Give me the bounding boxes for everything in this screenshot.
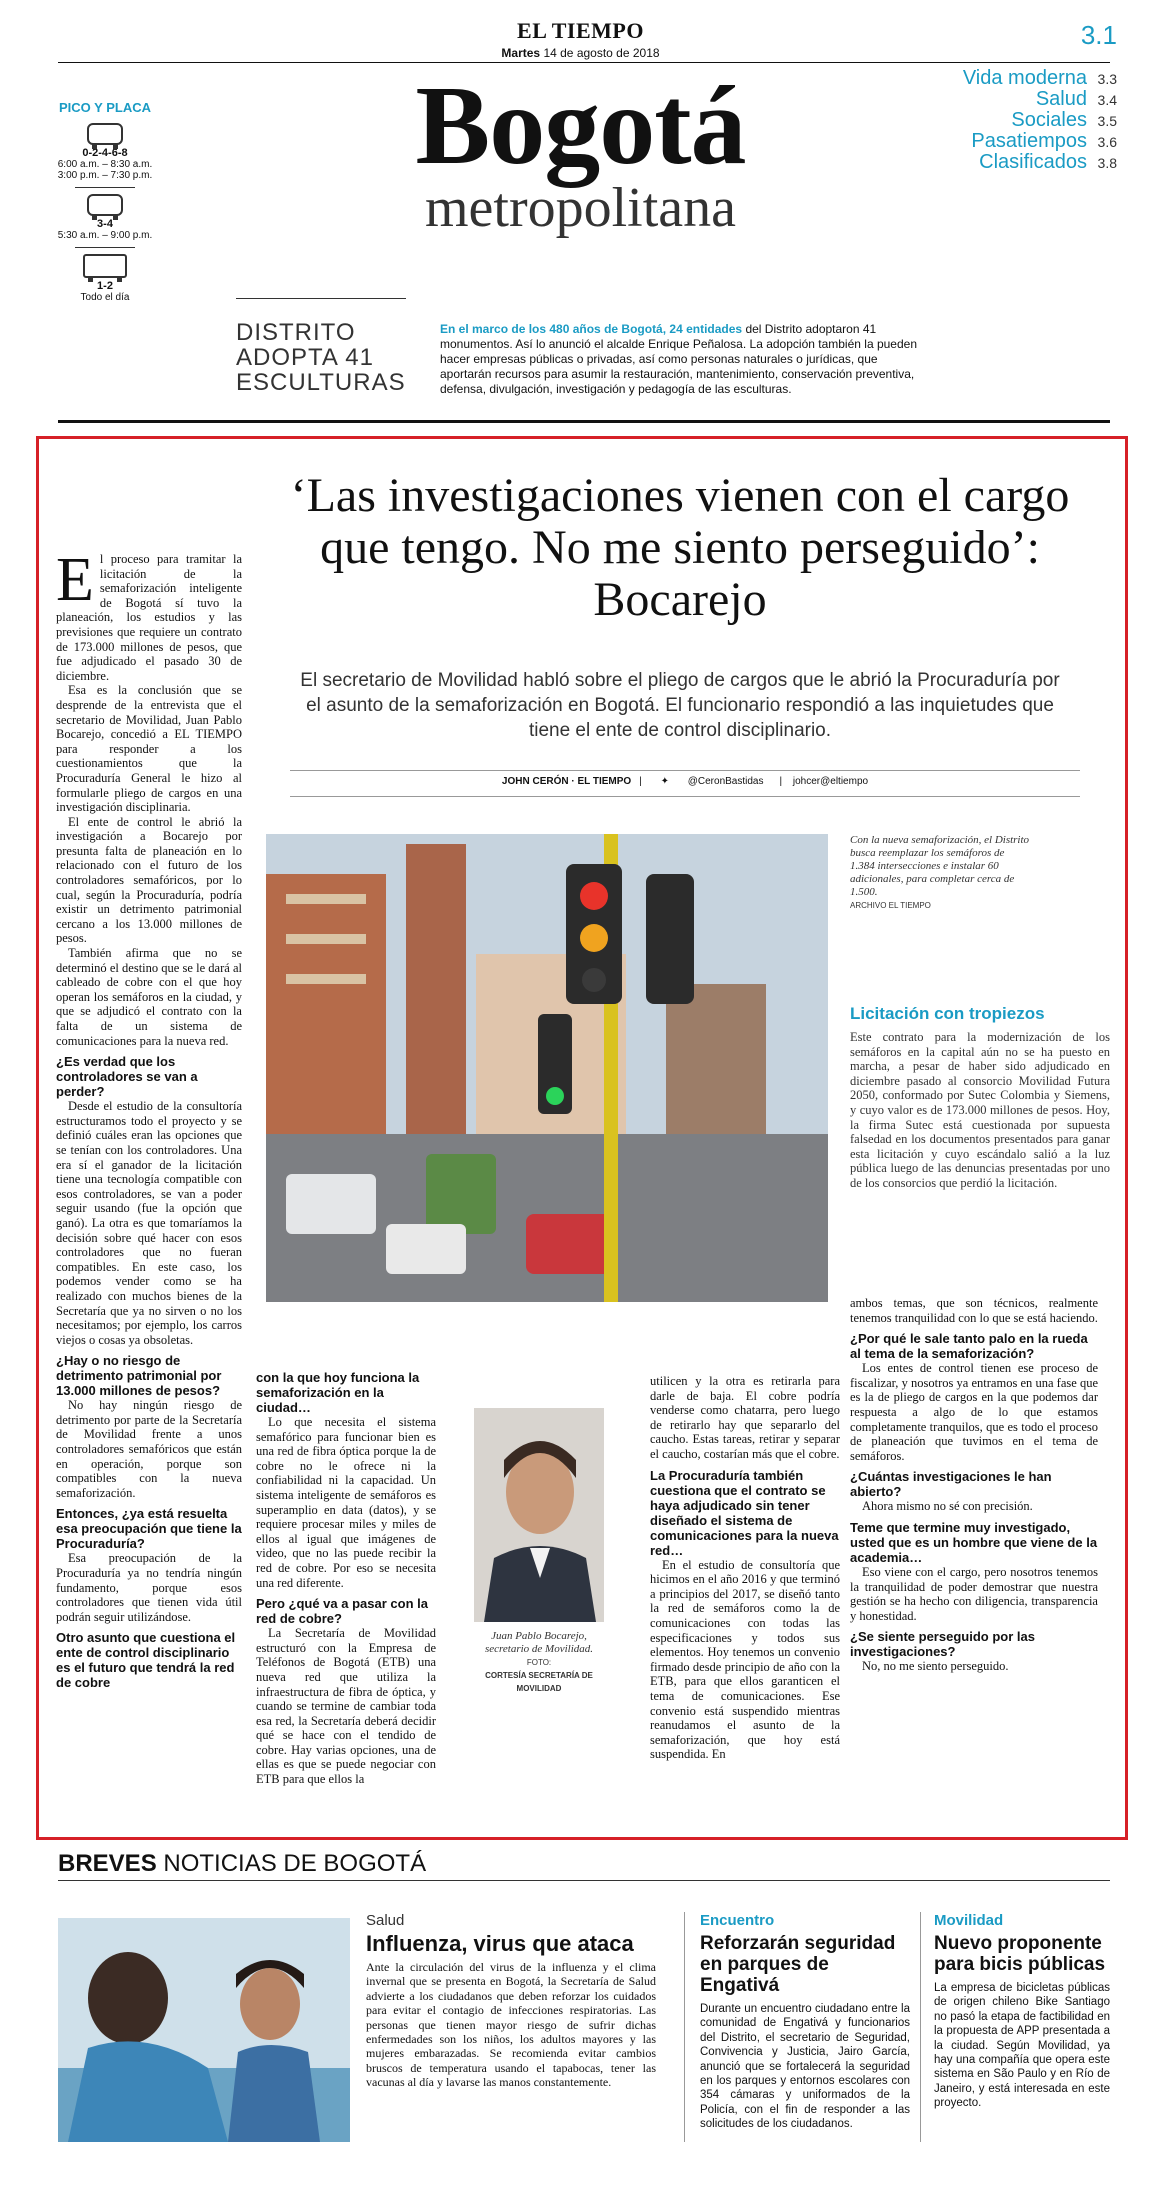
photo-credit: ARCHIVO EL TIEMPO — [850, 901, 931, 910]
twitter-icon: ✦ — [660, 776, 669, 787]
divider — [58, 1880, 1110, 1881]
byline: JOHN CERÓN · EL TIEMPO | ✦ @CeronBastidas | johcer@eltiempo — [501, 776, 869, 787]
question: ¿Es verdad que los controladores se van a perder? — [56, 1054, 198, 1100]
pyp-hours: 5:30 a.m. – 9:00 p.m. — [57, 230, 153, 241]
section-subtitle: metropolitana — [424, 177, 736, 239]
byline-author: JOHN CERÓN · EL TIEMPO — [501, 776, 632, 787]
question: ¿Se siente perseguido por las investigaciones? — [850, 1629, 1035, 1660]
byline-email[interactable]: johcer@eltiempo — [792, 776, 869, 787]
divider — [290, 770, 1080, 771]
index-item[interactable]: Vida moderna 3.3 — [962, 67, 1117, 89]
divider — [920, 1912, 921, 2142]
brief-tag: Movilidad — [934, 1912, 1004, 1929]
brief-salud — [366, 1912, 656, 2090]
page-number: 3.1 — [1080, 20, 1117, 50]
brief-movilidad — [934, 1912, 1110, 2111]
pyp-digits: 1-2 — [97, 280, 113, 292]
section-title: Bogotá — [415, 64, 746, 188]
photo-caption: Con la nueva semaforización, el Distrito busca reemplazar los semáforos de 1.384 intersecciones e instalar 60 adicionales, para completar cerca de 1.500. ARCHIVO EL TIEMPO — [850, 834, 1030, 910]
brief-tag: Salud — [366, 1912, 405, 1929]
influenza-photo — [58, 1918, 350, 2142]
portrait-credit: CORTESÍA SECRETARÍA DE MOVILIDAD — [485, 1671, 593, 1693]
date-day: Martes — [501, 46, 541, 60]
question: Otro asunto que cuestiona el ente de control disciplinario es el futuro que tendrá la red de cobre — [56, 1630, 236, 1691]
brief-text: La empresa de bicicletas públicas de origen chileno Bike Santiago no pasó la etapa de factibilidad en la propuesta de APP presentada a la ciudad. Según Movilidad, ya hay una compañía que opera este sistema en São Paulo y en Río de Janeiro, y está interesada en este proyecto. — [934, 1982, 1110, 2110]
traffic-light-photo — [266, 834, 828, 1302]
divider — [684, 1912, 685, 2142]
brief-text: Ante la circulación del virus de la influenza y el clima invernal que se presenta en Bogotá, la Secretaría de Salud advierte a los ciudadanos que deben reforzar los cuidados para evitar el contagio de infecciones respiratorias. Las personas que tienen mayor riesgo de sufrir dichas enfermedades son los niños, los adultos mayores y las mujeres embarazadas. Se recomienda evitar cambios bruscos de temperatura usando el tapabocas, tener las vacunas al día y lavarse las manos constantemente. — [366, 1960, 656, 2090]
index-item[interactable]: Pasatiempos 3.6 — [971, 130, 1117, 152]
car-icon — [87, 123, 123, 145]
question: ¿Por qué le sale tanto palo en la rueda al tema de la semaforización? — [850, 1331, 1088, 1362]
brief-tag: Encuentro — [700, 1912, 775, 1929]
pico-y-placa-title: PICO Y PLACA — [59, 100, 151, 115]
breves-header: BREVES NOTICIAS DE BOGOTÁ — [58, 1850, 427, 1877]
bus-icon — [83, 254, 127, 278]
sidebar-title: Licitación con tropiezos — [850, 1004, 1045, 1023]
masthead-top-rule — [58, 62, 1110, 63]
brief-title: Reforzarán seguridad en parques de Engativá — [700, 1933, 896, 1996]
headline: ‘Las investigaciones vienen con el cargo que tengo. No me siento perseguido’: Bocarejo — [290, 469, 1070, 626]
index-item[interactable]: Salud 3.4 — [1035, 88, 1117, 110]
pyp-digits: 3-4 — [97, 218, 113, 230]
brief-encuentro — [700, 1912, 910, 2132]
brief-text: Durante un encuentro ciudadano entre la comunidad de Engativá y funcionarios del Distrito, el secretario de Seguridad, Convivencia y Justicia, Jairo García, anunció que se fortalecerá la seguridad en los parques y entornos escolares con 354 cámaras y uniformados de la Policía, con el fin de responder a las solicitudes de los ciudadanos. — [700, 2003, 910, 2131]
question: con la que hoy funciona la semaforización en la ciudad… — [256, 1370, 420, 1415]
portrait-photo — [474, 1408, 604, 1622]
article-column-1: E l proceso para tramitar la licitación de la semaforización inteligente de Bogotá sí tuvo la planeación, los estudios y las previsiones que requiere un contrato de 173.000 millones de pesos, que fue adjudicado el pasado 30 de diciembre. Esa es la conclusión que se desprende de la entrevista que el secretario de Movilidad, Juan Pablo Bocarejo, concedió a EL TIEMPO para responder a los cuestionamientos que la Procuraduría General le hizo al formularle pliego de cargos en una investigación disciplinaria. El ente de control le abrió la investigación a Bocarejo por presunta falta de planeación en lo relacionado con el futuro de los controladores semafóricos, por lo cual, según la Procuraduría, podría existir un detrimento patrimonial cercano a los 13.000 millones de pesos. También afirma que no se determinó el destino que se le dará al cableado de cobre con el que hoy operan los semáforos en la ciudad, y que se adjudicó el contrato con la falta de un sistema de comunicaciones para la nueva red. ¿Es verdad que los controladores se van a perder? Desde el estudio de la consultoría estructuramos todo el proyecto y se definió cuáles eran las opciones que se tenían con los controladores. Una era sí el ganador de la licitación tiene una tecnología compatible con esos controladores, se van a poder seguir usando (fue la opción que ganó). La otra es que tomaríamos la decisión sobre qué hacer con esos controladores que no fueran compatibles. En este caso, los podemos vender como se ha realizado con muchos bienes de la Secretaría que ya no sirven o no los necesitamos; por ejemplo, los carros viejos o cosas ya obsoletas. ¿Hay o no riesgo de detrimento patrimonial por 13.000 millones de pesos? No hay ningún riesgo de detrimento por parte de la Secretaría de Movilidad frente a unos controladores semafóricos que están en operación, porque son compatibles con la nueva semaforización. Entonces, ¿ya está resuelta esa preocupación que tiene la Procuraduría? Esa preocupación de la Procuraduría ya no tendría ningún fundamento, porque esos controladores que tienen vida útil podrán seguir utilizándose. Otro asunto que cuestiona el ente de control disciplinario es el futuro que tendrá la red de cobre — [56, 546, 242, 1691]
brief-title: Influenza, virus que ataca — [366, 1931, 634, 1956]
article-column-5: ambos temas, que son técnicos, realmente tenemos tranquilidad con lo que se está haciendo. ¿Por qué le sale tanto palo en la rueda al tema de la semaforización? Los entes de control tienen ese proceso de fiscalizar, y nosotros ya entramos en una fase que es la de pliego de cargos en la que podemos dar respuesta a algo de lo que estamos completamente tranquilos, que es todo el proceso de planeación que tuvimos en el tema de semáforos. ¿Cuántas investigaciones le han abierto? Ahora mismo no sé con precisión. Teme que termine muy investigado, usted que es un hombre que viene de la academia… Eso viene con el cargo, pero nosotros tenemos la tranquilidad de poder demostrar que nuestra gestión se ha hecho con diligencia, transparencia y honestidad. ¿Se siente perseguido por las investigaciones? No, no me siento perseguido. — [850, 1296, 1098, 1674]
pyp-hours: Todo el día — [80, 292, 130, 303]
sidebar-text: Este contrato para la modernización de los semáforos en la capital aún no se ha puesto en marcha, a pesar de haber sido adjudicado en diciembre pasado al consorcio Movilidad Futura 2050, conformado por Sutec Colombia y Siemens, y cuyo valor es de 173.000 millones de pesos. Hoy, la firma Sutec está cuestionada por supuesta falsedad en los documentos presentados para ganar esta licitación y cuyo escándalo salió a la luz pública luego de las denuncias presentadas por uno de los consorcios que perdió la licitación. — [850, 1030, 1110, 1190]
pyp-hours: 3:00 p.m. – 7:30 p.m. — [57, 170, 153, 181]
distrito-text: del Distrito adoptaron 41 monumentos. Así lo anunció el alcalde Enrique Peñalosa. La adopción también la pueden hacer empresas públicas o privadas, así como personas naturales o jurídicas, que aportarán recursos para asumir la restauración, mantenimiento, conservación preventiva, defensa, divulgación, investigación y pedagogía de las esculturas. — [440, 322, 917, 396]
distrito-brief — [440, 322, 920, 397]
pyp-digits: 0-2-4-6-8 — [82, 147, 128, 159]
portrait-caption: Juan Pablo Bocarejo, secretario de Movilidad. FOTO: CORTESÍA SECRETARÍA DE MOVILIDAD — [474, 1630, 604, 1695]
brief-title: Nuevo proponente para bicis públicas — [934, 1933, 1106, 1975]
issue-date — [0, 46, 1161, 60]
distrito-label: DISTRITO ADOPTA 41 ESCULTURAS — [236, 319, 406, 396]
newspaper-name: EL TIEMPO — [517, 18, 644, 43]
question: Teme que termine muy investigado, usted que es un hombre que viene de la academia… — [850, 1519, 1098, 1565]
masthead-bottom-rule — [58, 420, 1110, 423]
divider — [75, 247, 135, 248]
distrito-lead: En el marco de los 480 años de Bogotá, 24 entidades — [440, 322, 743, 336]
index-item[interactable]: Sociales 3.5 — [1011, 109, 1117, 131]
divider — [290, 796, 1080, 797]
pico-y-placa-box — [40, 100, 170, 303]
question: ¿Hay o no riesgo de detrimento patrimonial por 13.000 millones de pesos? — [56, 1353, 222, 1399]
question: La Procuraduría también cuestiona que el contrato se haya adjudicado sin tener diseñado el sistema de comunicaciones para la nueva red… — [650, 1467, 839, 1558]
deck: El secretario de Movilidad habló sobre el pliego de cargos que le abrió la Procuraduría por el asunto de la semaforización en Bogotá. El funcionario respondió a las inquietudes que tiene el ente de control disciplinario. — [300, 670, 1060, 741]
article-column-4: utilicen y la otra es retirarla para darle de baja. El cobre podría venderse como chatarra, pero luego de retirarlo hay que separarlo del caucho. Estas tareas, retirar y separar el caucho, costarían más que el cobre. La Procuraduría también cuestiona que el contrato se haya adjudicado sin tener diseñado el sistema de comunicaciones para la nueva red… En el estudio de consultoría que hicimos en el año 2016 y que terminó a principios del 2017, se diseñó tanto la red de semáforos como la de comunicaciones con todas las especificaciones y todos sus elementos. Hoy tenemos un convenio firmado desde principio de año con la ETB, para que ellos garanticen el tema de comunicaciones. Ese convenio está suspendido mientras reanudamos el asunto de la semaforización, que hoy está suspendida. En — [650, 1374, 840, 1762]
taxi-icon — [87, 194, 123, 216]
divider — [236, 298, 406, 299]
pyp-hours: 6:00 a.m. – 8:30 a.m. — [57, 159, 153, 170]
date-rest: 14 de agosto de 2018 — [543, 46, 660, 60]
question: ¿Cuántas investigaciones le han abierto? — [850, 1469, 1052, 1500]
question: Pero ¿qué va a pasar con la red de cobre? — [256, 1596, 428, 1627]
index-item[interactable]: Clasificados 3.8 — [979, 151, 1117, 173]
dropcap: E — [56, 546, 94, 614]
section-index — [877, 68, 1117, 173]
divider — [75, 187, 135, 188]
article-column-2: con la que hoy funciona la semaforización en la ciudad… Lo que necesita el sistema semafórico para funcionar bien es una red de fibra óptica porque la de cobre no le ofrece ni la confiabilidad ni la capacidad. Un sistema inteligente de semáforos es superamplio en data (datos), y se requiere procesar miles y miles de ellos al igual que imágenes de video, que no las puede recibir la red de cobre. Por eso se necesita una red diferente. Pero ¿qué va a pasar con la red de cobre? La Secretaría de Movilidad estructuró con la Empresa de Teléfonos de Bogotá (ETB) una nueva red que utiliza la infraestructura de fibra de óptica, y cuando se termine de cambiar toda esa red, la Secretaría deberá decidir qué se hace con el tendido de cobre. Hay varias opciones, una de ellas es que se puede negociar con ETB para que ellos la — [256, 1370, 436, 1787]
twitter-handle[interactable]: ✦ @CeronBastidas — [660, 776, 764, 787]
question: Entonces, ¿ya está resuelta esa preocupación que tiene la Procuraduría? — [56, 1506, 242, 1552]
